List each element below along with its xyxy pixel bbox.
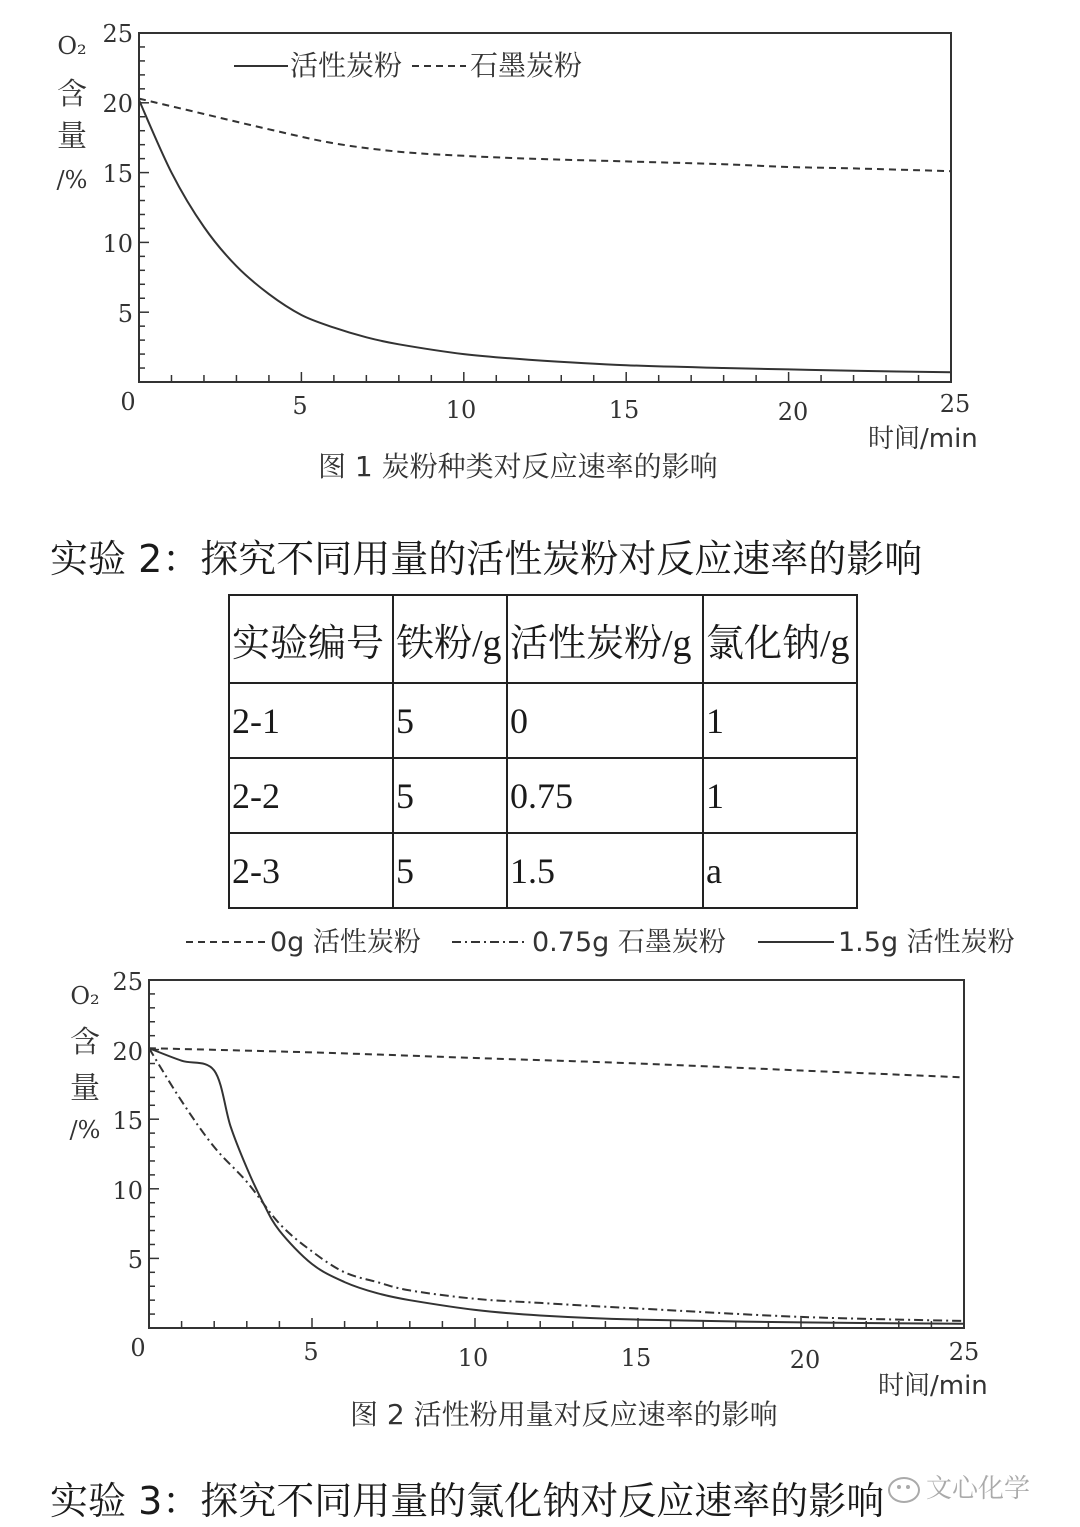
chart2-title: 图 2 活性粉用量对反应速率的影响 <box>350 1398 778 1431</box>
table-cell: a <box>703 833 857 908</box>
chart2-ylabel-line-3: /% <box>69 1116 101 1144</box>
table-cell: 5 <box>393 683 507 758</box>
chart1-y-tick: 15 <box>102 160 133 188</box>
table-cell: 2-2 <box>229 758 393 833</box>
table-cell: 1.5 <box>507 833 703 908</box>
table-cell: 0.75 <box>507 758 703 833</box>
chart1-x-axis-label: 时间/min <box>868 424 978 454</box>
table-cell: 2-3 <box>229 833 393 908</box>
table-row <box>229 833 857 908</box>
chart2-plot-frame <box>149 980 964 1328</box>
watermark-text: 文心化学 <box>926 1474 1031 1504</box>
chart1-legend-label: 石墨炭粉 <box>470 49 583 82</box>
chart1-x-tick: 15 <box>608 396 640 424</box>
chart2-x-tick: 5 <box>303 1338 319 1366</box>
chart1-ylabel-line-1: 含 <box>57 77 87 112</box>
chart1-minor-ticks <box>139 47 919 382</box>
chart-1 <box>0 0 1080 500</box>
chart1-x-tick: 5 <box>292 392 308 420</box>
experiment-table <box>228 594 858 909</box>
chart2-x-tick: 10 <box>457 1344 489 1372</box>
chart2-y-tick: 15 <box>112 1107 143 1135</box>
table-header: 氯化钠/g <box>703 595 857 683</box>
table-header: 实验编号 <box>229 595 393 683</box>
chart1-y-label <box>57 32 88 194</box>
chart2-ylabel-line-1: 含 <box>70 1025 100 1060</box>
heading-experiment-2: 实验 2：探究不同用量的活性炭粉对反应速率的影响 <box>50 537 923 581</box>
heading-experiment-3: 实验 3：探究不同用量的氯化钠对反应速率的影响 <box>50 1479 885 1523</box>
chart2-legend-label: 1.5g 活性炭粉 <box>838 927 1015 958</box>
chart1-y-ticks <box>102 20 133 328</box>
chart2-series-line-dashdot <box>149 1048 964 1321</box>
chart1-ylabel-line-3: /% <box>56 166 88 194</box>
chart2-ylabel-line-2: 量 <box>70 1071 100 1106</box>
chart-2 <box>0 920 1080 1450</box>
chart1-legend-label: 活性炭粉 <box>290 49 403 82</box>
chart2-y-label <box>70 982 101 1144</box>
chart2-x-tick: 25 <box>948 1338 980 1366</box>
chart2-series-group <box>149 1048 964 1324</box>
chart2-x-axis-label: 时间/min <box>878 1371 988 1401</box>
table-cell: 1 <box>703 758 857 833</box>
chart2-x-ticks <box>130 1334 979 1374</box>
chart1-plot-frame <box>139 33 951 382</box>
chart1-series-group <box>139 99 951 373</box>
chart2-y-tick: 10 <box>112 1177 143 1205</box>
chart2-x-tick: 0 <box>130 1334 146 1362</box>
chart1-x-tick: 20 <box>777 398 809 426</box>
chart1-y-tick: 10 <box>102 230 133 258</box>
table-header: 铁粉/g <box>393 595 507 683</box>
chart2-y-tick: 5 <box>127 1246 143 1274</box>
watermark <box>888 1468 1030 1505</box>
table-cell: 5 <box>393 758 507 833</box>
chart1-x-ticks <box>120 388 970 426</box>
table-cell: 2-1 <box>229 683 393 758</box>
table-row <box>229 758 857 833</box>
table-row <box>229 683 857 758</box>
table-cell: 0 <box>507 683 703 758</box>
chart1-ylabel-line-2: 量 <box>57 119 87 154</box>
chart1-ylabel-line-0: O₂ <box>57 32 87 60</box>
chart2-minor-ticks <box>149 994 931 1328</box>
chart2-x-tick: 20 <box>789 1346 821 1374</box>
chart2-series-line-dashed <box>149 1048 964 1077</box>
chart2-y-tick: 25 <box>112 968 143 996</box>
table-cell: 1 <box>703 683 857 758</box>
chart1-legend <box>234 49 582 82</box>
chart1-x-tick: 25 <box>939 390 971 418</box>
chart2-y-tick: 20 <box>112 1038 143 1066</box>
chart2-x-tick: 15 <box>620 1344 652 1372</box>
chart2-ylabel-line-0: O₂ <box>70 982 100 1010</box>
chart1-series-line-solid <box>139 100 951 372</box>
chart2-series-line-solid <box>149 1048 964 1324</box>
table-header: 活性炭粉/g <box>507 595 703 683</box>
chart1-y-tick: 25 <box>102 20 133 48</box>
chart2-legend-label: 0g 活性炭粉 <box>270 927 421 958</box>
wechat-icon <box>888 1477 920 1503</box>
table-header-row <box>229 595 857 683</box>
chart1-title: 图 1 炭粉种类对反应速率的影响 <box>318 450 718 483</box>
chart1-x-tick: 10 <box>445 396 477 424</box>
chart1-y-tick: 5 <box>117 300 133 328</box>
chart1-x-tick: 0 <box>120 388 136 416</box>
chart2-legend <box>186 927 1015 958</box>
chart1-y-tick: 20 <box>102 90 133 118</box>
chart2-legend-label: 0.75g 石墨炭粉 <box>532 927 726 958</box>
chart2-y-ticks <box>112 968 143 1274</box>
table-cell: 5 <box>393 833 507 908</box>
chart1-series-line-dashed <box>139 99 951 172</box>
